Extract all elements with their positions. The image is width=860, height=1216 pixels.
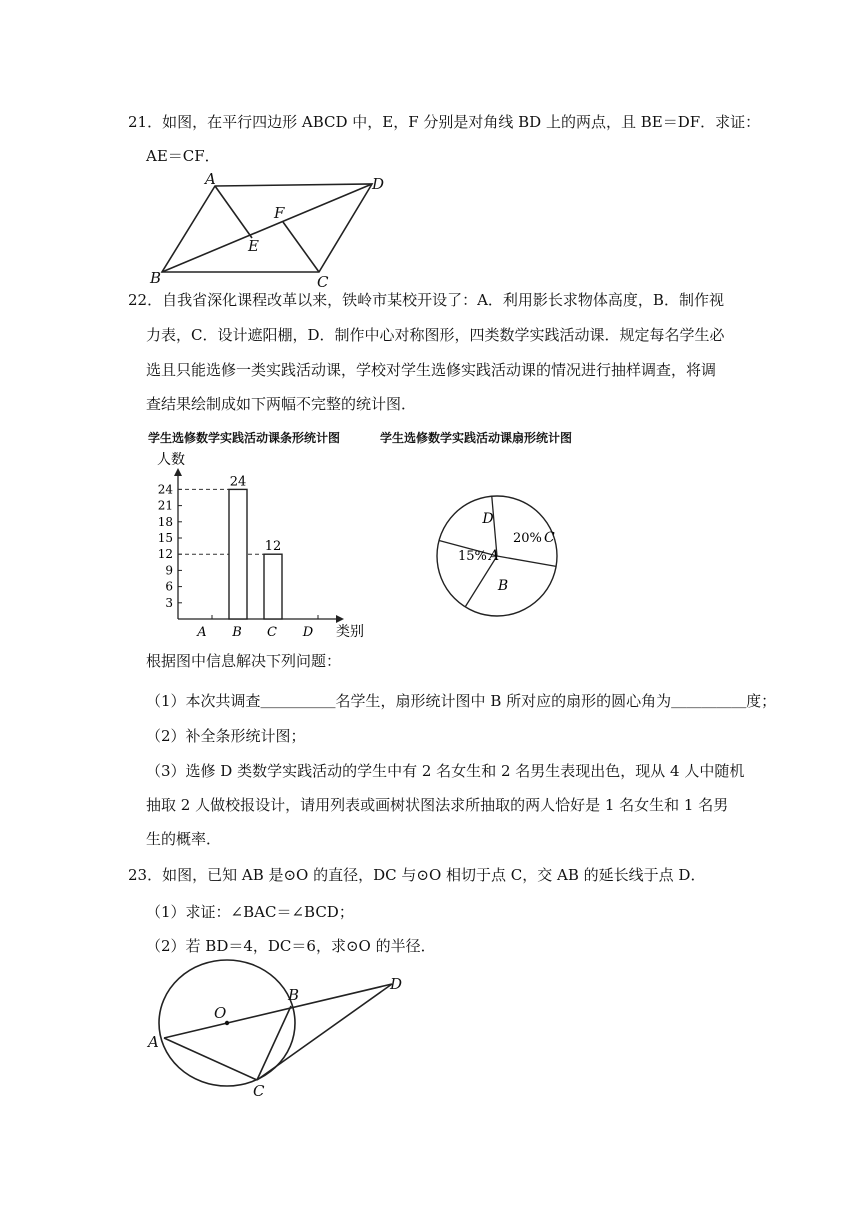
bar-data-label: 12 (264, 539, 282, 555)
q23-text-line1: 23．如图，已知 AB 是⊙O 的直径，DC 与⊙O 相切于点 C，交 AB 的延长线于点 D． (128, 866, 706, 884)
q23-line-ad (164, 984, 392, 1038)
q21-text-line1: 21．如图，在平行四边形 ABCD 中，E，F 分别是对角线 BD 上的两点，且 BE＝DF．求证： (128, 113, 761, 131)
bar-x-tick-label: D (302, 625, 314, 640)
bar-y-label: 人数 (157, 452, 185, 468)
bar-y-tick-label: 21 (157, 498, 173, 513)
q22-prompt: 根据图中信息解决下列问题： (146, 652, 342, 670)
q22-text-line3: 选且只能选修一类实践活动课，学校对学生选修实践活动课的情况进行抽样调查，将调 (146, 361, 717, 379)
q23-point-c: C (253, 1082, 265, 1100)
bar-y-tick-label: 9 (165, 563, 173, 578)
q21-point-b: B (150, 269, 162, 287)
q23-segment-ac (164, 1038, 257, 1080)
pie-percent-label-c: 20% (513, 531, 542, 546)
q22-sub3-line3: 生的概率． (146, 830, 222, 848)
q21-point-f: F (274, 204, 285, 222)
q22-text-line2: 力表，C．设计遮阳棚，D．制作中心对称图形，四类数学实践活动课．规定每名学生必 (146, 326, 725, 344)
q22-sub3-line1: （3）选修 D 类数学实践活动的学生中有 2 名女生和 2 名男生表现出色，现从 4 人中随机 (146, 762, 745, 780)
bar-x-tick-label: C (267, 625, 277, 640)
q23-segment-cd (257, 984, 392, 1080)
q23-point-a: A (148, 1033, 159, 1051)
q23-point-b: B (288, 986, 300, 1004)
q21-point-a: A (205, 170, 216, 188)
q23-point-o: O (214, 1004, 227, 1022)
q21-point-c: C (317, 273, 329, 291)
q23-sub1: （1）求证：∠BAC＝∠BCD； (146, 903, 354, 921)
bar-y-tick-label: 24 (157, 482, 173, 497)
bar-y-tick-label: 3 (165, 595, 173, 610)
q21-point-d: D (372, 175, 385, 193)
bar-x-tick-label: A (197, 625, 207, 640)
q22-sub2: （2）补全条形统计图； (146, 727, 306, 745)
bar-x-tick-label: B (232, 625, 242, 640)
bar-x-label: 类别 (336, 624, 364, 640)
q22-text-line1: 22．自我省深化课程改革以来，铁岭市某校开设了：A．利用影长求物体高度，B．制作视 (128, 291, 724, 309)
q22-sub3-line2: 抽取 2 人做校报设计，请用列表或画树状图法求所抽取的两人恰好是 1 名女生和 1 名男 (146, 796, 729, 814)
pie-slice-label-c: C (544, 530, 555, 546)
q21-point-e: E (248, 237, 259, 255)
bar-chart-title: 学生选修数学实践活动课条形统计图 (148, 431, 341, 445)
q22-text-line4: 查结果绘制成如下两幅不完整的统计图． (146, 395, 417, 413)
q23-point-d: D (390, 975, 403, 993)
pie-slice-label-a: A (489, 548, 500, 564)
pie-slice-label-b: B (497, 578, 509, 594)
bar-y-tick-label: 6 (165, 579, 173, 594)
q22-sub1: （1）本次共调查＿＿＿＿＿名学生，扇形统计图中 B 所对应的扇形的圆心角为＿＿＿＿＿度； (146, 692, 777, 710)
q23-sub2: （2）若 BD＝4，DC＝6，求⊙O 的半径． (146, 937, 436, 955)
bar-data-label: 24 (229, 474, 247, 490)
pie-slice-label-d: D (482, 511, 494, 527)
bar-y-tick-label: 12 (157, 547, 173, 562)
q21-text-line2: AE＝CF． (146, 147, 220, 165)
pie-percent-label-a: 15% (458, 549, 487, 564)
bar-y-tick-label: 15 (157, 531, 173, 545)
pie-chart-title: 学生选修数学实践活动课扇形统计图 (380, 431, 573, 445)
bar-y-tick-label: 18 (157, 514, 173, 529)
